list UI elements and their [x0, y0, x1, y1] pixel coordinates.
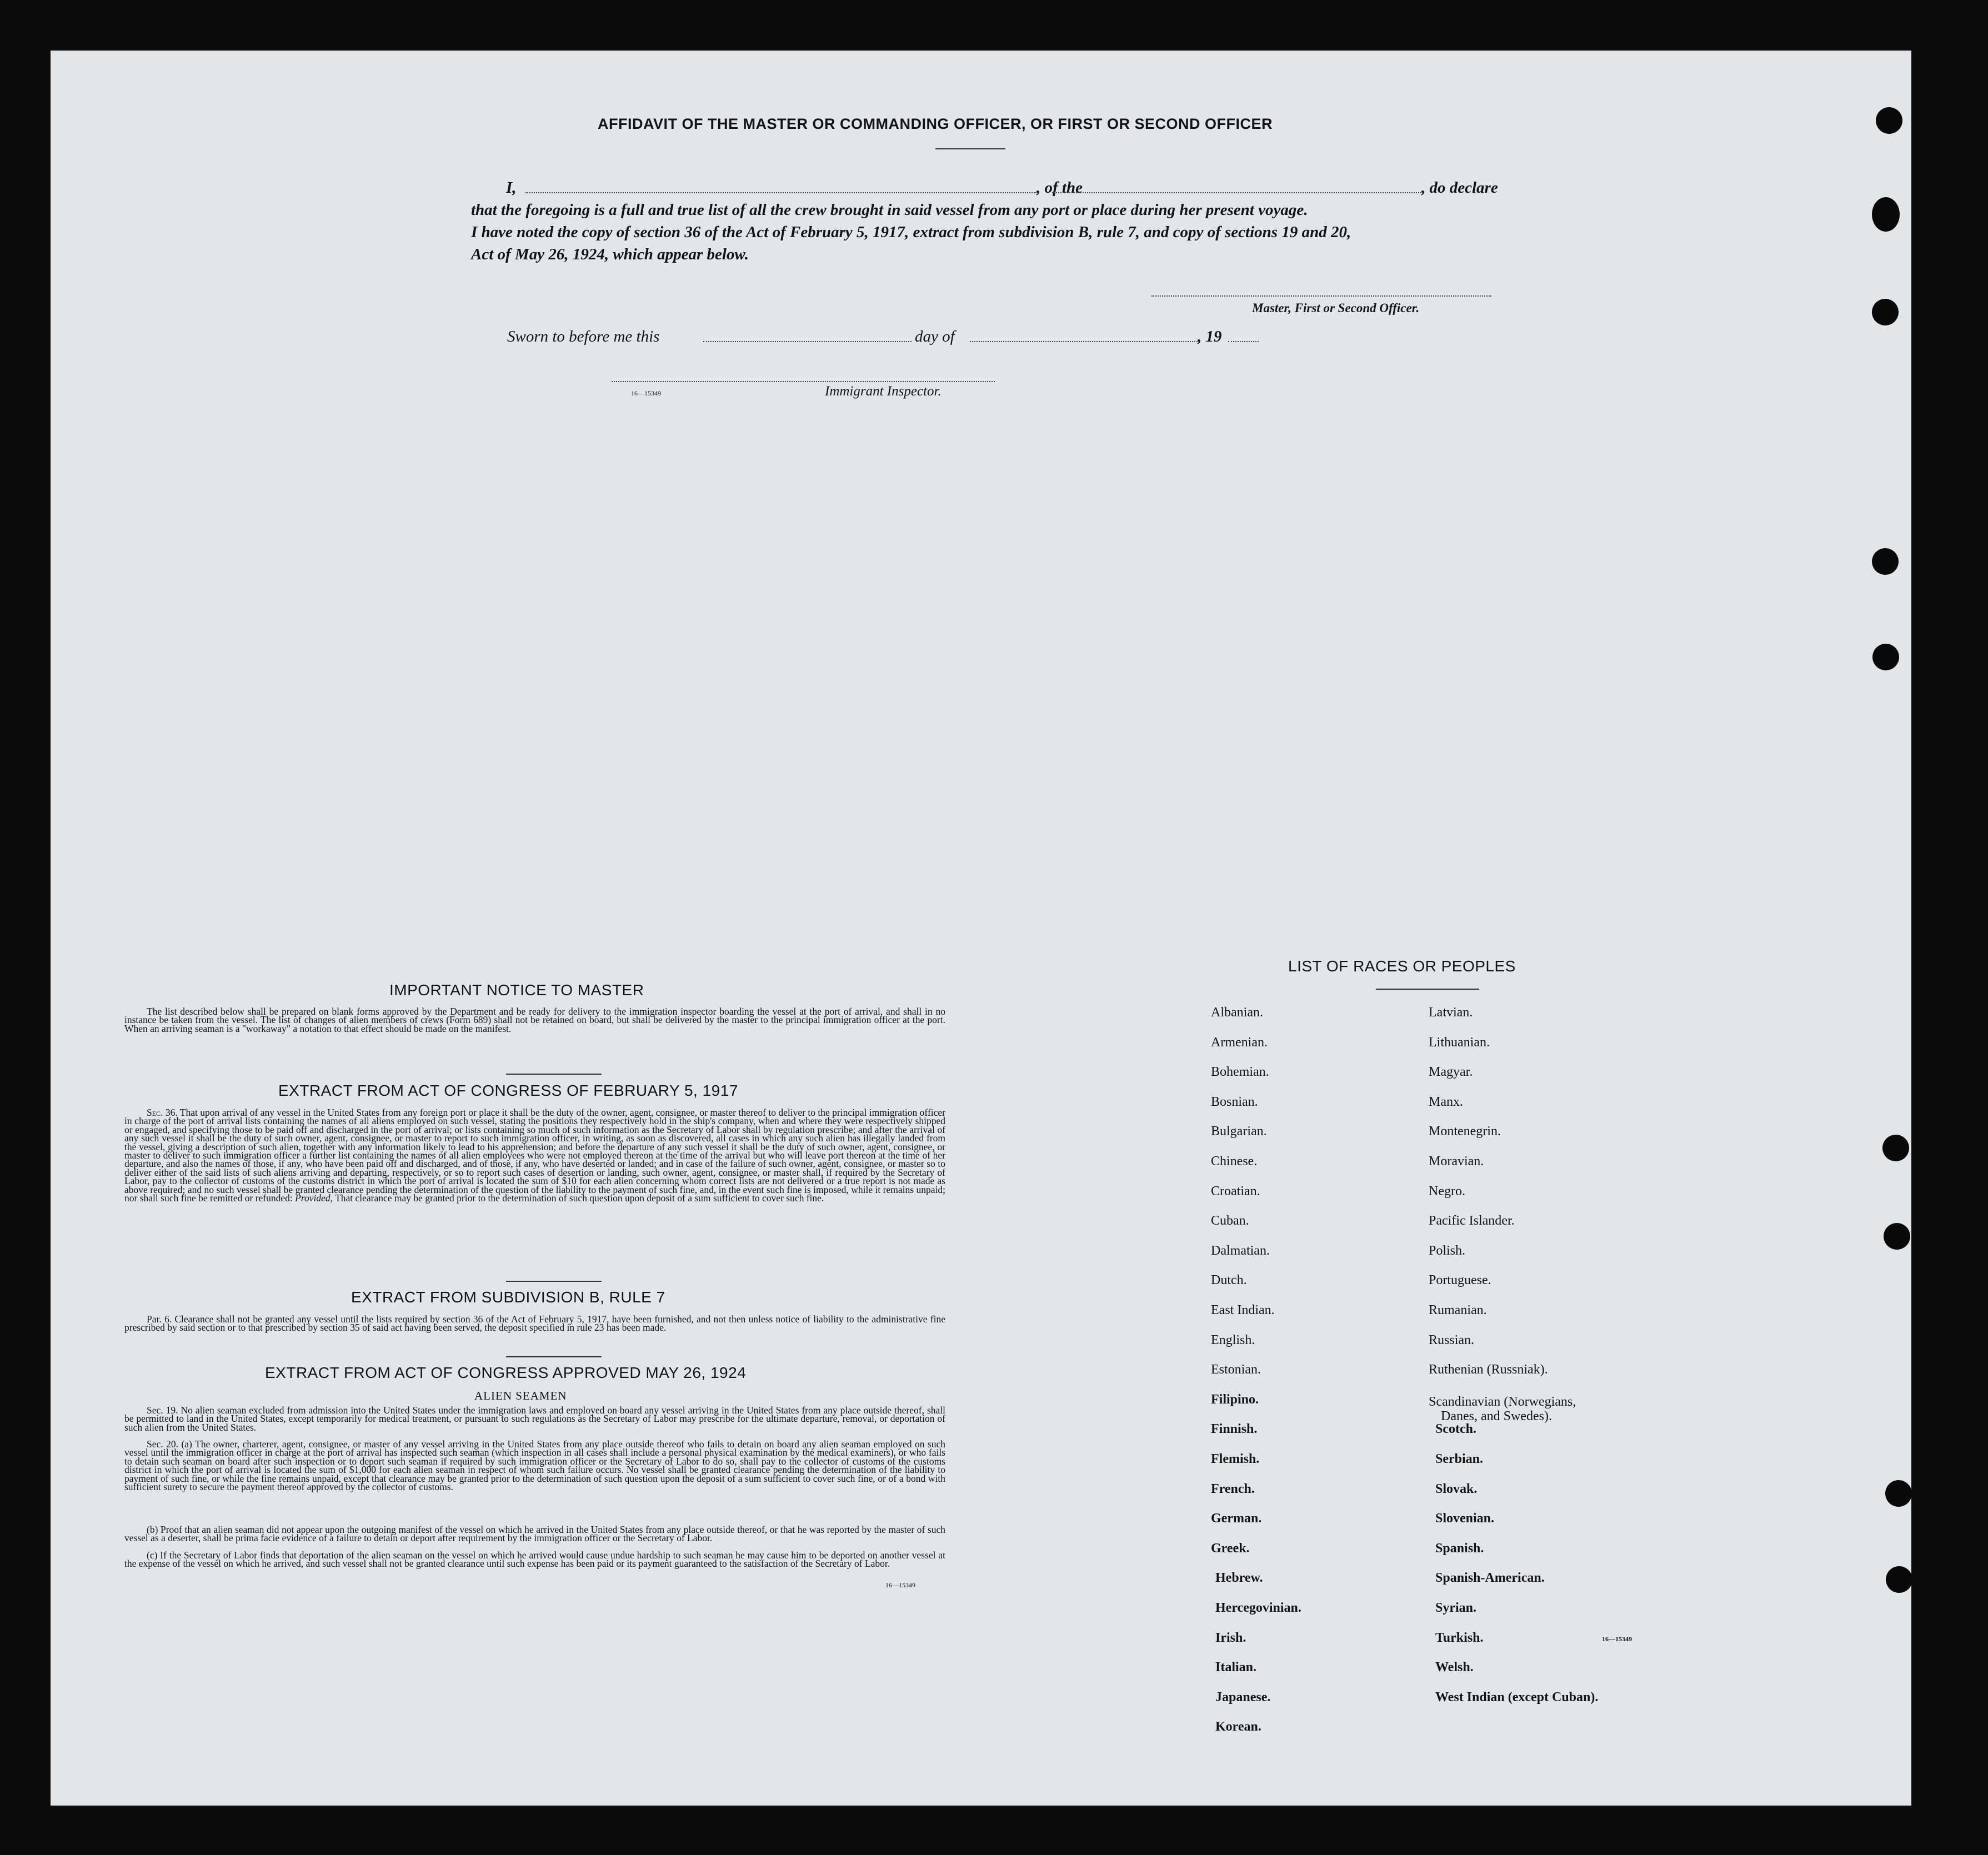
race-item: Turkish.: [1435, 1630, 1484, 1645]
affiant-label: I,: [506, 179, 517, 197]
race-item: Bosnian.: [1211, 1094, 1258, 1109]
day-of-label: day of: [915, 328, 955, 345]
divider-2: [506, 1281, 602, 1282]
year-label: , 19: [1198, 328, 1222, 345]
sec19-text: Sec. 19. No alien seaman excluded from admission into the United States under the immigration laws and employed on board any vessel arriving in the United States from any place outside thereof, shall be permitted to land in the United States, except temporarily for medical treatment, or pursuant to such regulations as the Secretary of Labor may prescribe for the ultimate departure, removal, or deportation of such alien from the United States.: [124, 1405, 945, 1433]
inspector-signature-field[interactable]: [612, 381, 995, 382]
race-item: Greek.: [1211, 1541, 1250, 1556]
race-item: Croatian.: [1211, 1184, 1260, 1199]
divider-3: [506, 1356, 602, 1357]
race-item: Slovak.: [1435, 1481, 1478, 1496]
race-item: English.: [1211, 1332, 1255, 1347]
notice-heading: IMPORTANT NOTICE TO MASTER: [389, 981, 644, 999]
race-item: Bohemian.: [1211, 1065, 1269, 1080]
race-item: Serbian.: [1435, 1452, 1484, 1466]
race-item: Syrian.: [1435, 1601, 1477, 1615]
sec20c-text: (c) If the Secretary of Labor finds that deportation of the alien seaman on the vessel on which he arrived would cause undue hardship to such seaman he may cause him to be deported on another vessel at the expense of the vessel on which he arrived, and such vessel shall not be granted clearance until such expense has been paid or its payment guaranteed to the satisfaction of the Secretary of Labor.: [124, 1550, 945, 1570]
races-heading: LIST OF RACES OR PEOPLES: [1288, 957, 1516, 975]
divider-1: [506, 1074, 602, 1075]
extract-1917-proviso-word: Provided,: [295, 1192, 333, 1204]
race-item: Spanish-American.: [1435, 1571, 1545, 1586]
inspector-label: Immigrant Inspector.: [825, 384, 942, 399]
race-item: Portuguese.: [1429, 1273, 1491, 1288]
sec20b-text: (b) Proof that an alien seaman did not appear upon the outgoing manifest of the vessel on which he arrived in the United States from any place outside thereof, or that he was reported by the master of such vessel as a deserter, shall be prima facie evidence of a failure to detain or deport after requirement by the immigration officer or the Secretary of Labor.: [124, 1524, 945, 1544]
race-item: Armenian.: [1211, 1035, 1268, 1050]
race-item: Dutch.: [1211, 1273, 1247, 1288]
sworn-label: Sworn to before me this: [507, 328, 660, 345]
of-the-label: , of the: [1036, 179, 1083, 197]
race-item: Dalmatian.: [1211, 1243, 1270, 1258]
sworn-year-field[interactable]: [1228, 341, 1259, 342]
punch-hole: [1885, 1480, 1912, 1507]
document-page: [51, 51, 1911, 1806]
extract-1917-heading: EXTRACT FROM ACT OF CONGRESS OF FEBRUARY 5, 1917: [278, 1082, 738, 1099]
race-item: Finnish.: [1211, 1422, 1258, 1437]
alien-seamen-subheading: ALIEN SEAMEN: [474, 1389, 567, 1402]
race-item: West Indian (except Cuban).: [1435, 1689, 1599, 1704]
race-item: Negro.: [1429, 1184, 1465, 1199]
race-item: Scandinavian (Norwegians,: [1429, 1394, 1576, 1409]
race-item: Flemish.: [1211, 1452, 1260, 1466]
race-item: Montenegrin.: [1429, 1124, 1501, 1139]
race-item: Manx.: [1429, 1094, 1463, 1109]
officer-signature-field[interactable]: [1151, 295, 1491, 297]
race-item: German.: [1211, 1511, 1262, 1526]
sworn-day-field[interactable]: [703, 341, 912, 342]
races-heading-underline: [1376, 989, 1479, 990]
race-item: Italian.: [1215, 1660, 1257, 1675]
extract-1917-text: That upon arrival of any vessel in the United States from any foreign port or place it shall be the duty of the owner, agent, consignee, or master thereof to deliver to the principal immigration officer in charge of the port of arrival lists containing the names of all aliens employed on such vessel, stating the positions they respectively hold in the ship's company, when and where they were respectively shipped or engaged, and specifying those to be paid off and discharged in the port of arrival; or lists containing so much of such information as the Secretary of Labor shall by regulation prescribe; and after the arrival of any such vessel it shall be the duty of such owner, agent, consignee, or master to report to such immigration officer, in writing, as soon as discovered, all cases in which any such alien has illegally landed from the vessel, giving a description of such alien, together with any information likely to lead to his apprehension; and before the departure of any such vessel it shall be the duty of such owner, agent, consignee, or master to deliver to such immigration officer a further list containing the names of all alien employees who were not employed thereon at the time of the arrival but who will leave port thereon at the time of her departure, and also the names of those, if any, who have been paid off and discharged, and of those, if any, who have deserted or landed; and in case of the failure of such owner, agent, consignee, or master so to deliver either of the said lists of such aliens arriving and departing, respectively, or so to report such cases of desertion or landing, such owner, agent, consignee, or master shall, if required by the Secretary of Labor, pay to the collector of customs of the customs district in which the port of arrival is located the sum of $10 for each alien concerning whom correct lists are not delivered or a true report is not made as above required; and no such vessel shall be granted clearance pending the determination of the question of the liability to the payment of such fine, and, in the event such fine is imposed, while it remains unpaid; nor shall such fine be remitted or refunded:: [124, 1107, 945, 1204]
extract-1917-sec-label: Sec. 36.: [147, 1107, 178, 1118]
race-item: Rumanian.: [1429, 1303, 1487, 1317]
punch-hole: [1872, 548, 1899, 575]
affidavit-form-number: 16—15349: [631, 389, 661, 397]
officer-signature-label: Master, First or Second Officer.: [1252, 301, 1420, 315]
race-item: Russian.: [1429, 1332, 1475, 1347]
affidavit-title: AFFIDAVIT OF THE MASTER OR COMMANDING OFFICER, OR FIRST OR SECOND OFFICER: [598, 116, 1273, 132]
title-underline: [935, 148, 1005, 149]
race-item: Korean.: [1215, 1719, 1261, 1734]
affidavit-line-2: that the foregoing is a full and true list of all the crew brought in said vessel from any port or place during her present voyage.: [471, 201, 1308, 219]
punch-hole: [1884, 1223, 1910, 1250]
race-item: Albanian.: [1211, 1005, 1263, 1020]
extract-form-number: 16—15349: [885, 1581, 915, 1589]
race-item: Latvian.: [1429, 1005, 1473, 1020]
notice-text: The list described below shall be prepared on blank forms approved by the Department and be ready for delivery to the immigration inspector boarding the vessel at the port of arrival, and shall in no instance be taken from the vessel. The list of changes of alien members of crews (Form 689) shall not be retained on board, but shall be delivered by the master to the principal immigration officer at the port. When an arriving seaman is a "workaway" a notation to that effect should be made on the manifest.: [124, 1006, 945, 1034]
race-item: Welsh.: [1435, 1660, 1474, 1675]
race-item: Hebrew.: [1215, 1571, 1263, 1586]
race-item: Scotch.: [1435, 1422, 1476, 1437]
extract-1924-heading: EXTRACT FROM ACT OF CONGRESS APPROVED MAY 26, 1924: [265, 1364, 747, 1381]
punch-hole: [1872, 197, 1900, 232]
affidavit-line-3: I have noted the copy of section 36 of the Act of February 5, 1917, extract from subdivision B, rule 7, and copy of sections 19 and 20,: [471, 223, 1351, 241]
race-item: Hercegovinian.: [1215, 1601, 1301, 1615]
punch-hole: [1872, 644, 1899, 670]
extract-1917-proviso-text: That clearance may be granted prior to the determination of such question upon deposit of a sum sufficient to cover such fine.: [335, 1192, 824, 1204]
race-item: Estonian.: [1211, 1362, 1261, 1377]
affidavit-line-4: Act of May 26, 1924, which appear below.: [471, 245, 749, 263]
race-item: Irish.: [1215, 1630, 1246, 1645]
rule7-heading: EXTRACT FROM SUBDIVISION B, RULE 7: [351, 1289, 665, 1306]
race-item: Danes, and Swedes).: [1441, 1408, 1552, 1423]
race-item: East Indian.: [1211, 1303, 1275, 1317]
race-item: Ruthenian (Russniak).: [1429, 1362, 1548, 1377]
race-item: Moravian.: [1429, 1154, 1484, 1169]
race-item: Pacific Islander.: [1429, 1214, 1515, 1229]
vessel-name-field[interactable]: [1052, 192, 1421, 193]
extract-1917-body: [124, 1109, 945, 1202]
race-item: Magyar.: [1429, 1065, 1473, 1080]
sworn-month-field[interactable]: [970, 341, 1198, 342]
punch-hole: [1886, 1566, 1912, 1593]
race-item: Bulgarian.: [1211, 1124, 1267, 1139]
race-item: Cuban.: [1211, 1214, 1249, 1229]
race-item: Filipino.: [1211, 1392, 1259, 1407]
race-item: Polish.: [1429, 1243, 1466, 1258]
sec20a-text: Sec. 20. (a) The owner, charterer, agent, consignee, or master of any vessel arriving in the United States from any place outside thereof who fails to detain on board any alien seaman employed on such vessel until the immigration officer in charge at the port of arrival has inspected such seaman (which inspection in all cases shall include a personal physical examination by the medical examiners), or who fails to detain such seaman on board after such inspection or to deport such seaman if required by such immigration officer or the Secretary of Labor to do so, shall pay to the collector of customs of the customs district in which the port of arrival is located the sum of $1,000 for each alien seaman in respect of whom such failure occurs. No vessel shall be granted clearance pending the determination of the liability to payment of such fine, or while the fine remains unpaid, except that clearance may be granted prior to the determination of such question upon the deposit of a sum sufficient to cover such fine, or of a bond with sufficient surety to secure the payment thereof approved by the collector of customs.: [124, 1438, 945, 1493]
rule7-text: Par. 6. Clearance shall not be granted any vessel until the lists required by section 36 of the Act of February 5, 1917, have been furnished, and not then unless notice of liability to the administrative fine prescribed by said section or to that prescribed by section 35 of said act having been served, the deposit specified in rule 23 has been made.: [124, 1313, 945, 1333]
punch-hole: [1872, 299, 1899, 325]
race-item: Japanese.: [1215, 1689, 1271, 1704]
race-item: Slovenian.: [1435, 1511, 1495, 1526]
race-item: Lithuanian.: [1429, 1035, 1490, 1050]
punch-hole: [1882, 1135, 1909, 1161]
affiant-name-field[interactable]: [525, 192, 1036, 193]
do-declare-label: , do declare: [1421, 179, 1498, 197]
races-form-number: 16—15349: [1602, 1635, 1632, 1643]
punch-hole: [1876, 107, 1902, 134]
race-item: Chinese.: [1211, 1154, 1258, 1169]
race-item: French.: [1211, 1481, 1255, 1496]
race-item: Spanish.: [1435, 1541, 1484, 1556]
